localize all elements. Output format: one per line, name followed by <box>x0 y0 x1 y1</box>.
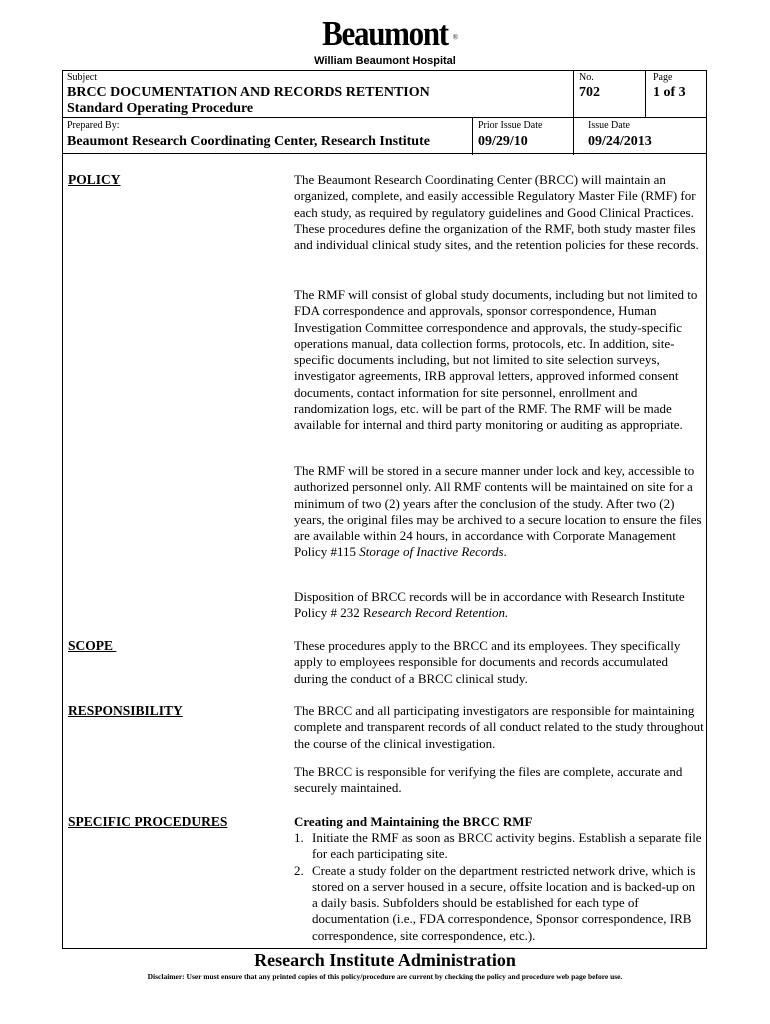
page-label: Page <box>653 72 673 83</box>
policy-paragraph-2: The RMF will consist of global study documents, including but not limited to FDA correspondence and approvals, sponsor correspondence, Human Investigation Committee correspondence and approvals, the study-specific operations manual, data collection forms, protocols, etc. In addition, site-specific documents including, but not limited to site selection surveys, investigator agreements, IRB approval letters, approved informed consent documents, contact information for site personnel, enrollment and randomization logs, etc. will be part of the RMF. The RMF will be made available for internal and third party monitoring or auditing as appropriate. <box>294 287 698 433</box>
responsibility-paragraph-2: The BRCC is responsible for verifying the files are complete, accurate and securely maintained. <box>294 764 683 796</box>
scope-paragraph: These procedures apply to the BRCC and its employees. They specifically apply to employees responsible for documents and records accumulated during the conduct of a BRCC clinical study. <box>294 638 681 686</box>
policy-paragraph-4: Disposition of BRCC records will be in accordance with Research Institute Policy # 232 Research Record Retention. <box>294 589 685 621</box>
footer-title: Research Institute Administration <box>254 950 516 970</box>
procedures-subheading: Creating and Maintaining the BRCC RMF <box>294 814 533 829</box>
prepared-by-label: Prepared By: <box>67 120 120 131</box>
policy-paragraph-1: The Beaumont Research Coordinating Center (BRCC) will maintain an organized, complete, and easily accessible Regulatory Master File (RMF) for each study, as required by regulatory guidelines and Good Clinical Practices. These procedures define the organization of the RMF, both study master files and individual clinical study sites, and the retention policies for these records. <box>294 172 699 253</box>
subject-title: BRCC DOCUMENTATION AND RECORDS RETENTION <box>67 85 430 100</box>
page-number: 1 of 3 <box>653 85 686 100</box>
policy-paragraph-3: The RMF will be stored in a secure manner under lock and key, accessible to authorized personnel only. All RMF contents will be maintained on site for a minimum of two (2) years after the conclusion of the study. After two (2) years, the original files may be archived to a secure location to ensure the files are available within 24 hours, in accordance with Corporate Management Policy #115 Storage of Inactive Records. <box>294 463 702 560</box>
issue-date: 09/24/2013 <box>588 134 652 149</box>
brand-name: Beaumont ® <box>322 13 457 54</box>
step-number: 1. <box>294 830 304 845</box>
registered-mark: ® <box>452 33 457 42</box>
policy-heading: POLICY <box>68 172 121 187</box>
specific-procedures-heading: SPECIFIC PROCEDURES <box>68 814 228 829</box>
beaumont-logo <box>0 13 770 54</box>
disclaimer: Disclaimer: User must ensure that any printed copies of this policy/procedure are current by checking the policy and procedure web page before use. <box>147 972 623 981</box>
procedure-steps-list <box>294 830 704 944</box>
issue-date-label: Issue Date <box>588 120 630 131</box>
document-header-table <box>62 70 707 154</box>
procedure-step <box>294 863 704 944</box>
responsibility-paragraph-1: The BRCC and all participating investigators are responsible for maintaining complete and transparent records of all conduct related to the study throughout the course of the clinical investigation. <box>294 703 704 751</box>
step-text: Initiate the RMF as soon as BRCC activity begins. Establish a separate file for each participating site. <box>312 830 702 862</box>
subject-subtitle: Standard Operating Procedure <box>67 101 254 116</box>
procedure-step <box>294 830 704 863</box>
number-label: No. <box>579 72 594 83</box>
prior-issue-date: 09/29/10 <box>478 134 528 149</box>
step-text: Create a study folder on the department restricted network drive, which is stored on a server housed in a secure, offsite location and is backed-up on a daily basis. Subfolders should be established for each type of documentation (i.e., FDA correspondence, Sponsor correspondence, IRB correspondence, site correspondence, etc.). <box>312 862 696 943</box>
hospital-name: William Beaumont Hospital <box>314 55 456 67</box>
prepared-by-value: Beaumont Research Coordinating Center, Research Institute <box>67 134 430 149</box>
responsibility-heading: RESPONSIBILITY <box>68 703 183 718</box>
subject-label: Subject <box>67 72 97 83</box>
document-number: 702 <box>579 85 600 100</box>
prior-issue-date-label: Prior Issue Date <box>478 120 543 131</box>
scope-heading: SCOPE <box>68 638 117 653</box>
step-number: 2. <box>294 862 304 878</box>
